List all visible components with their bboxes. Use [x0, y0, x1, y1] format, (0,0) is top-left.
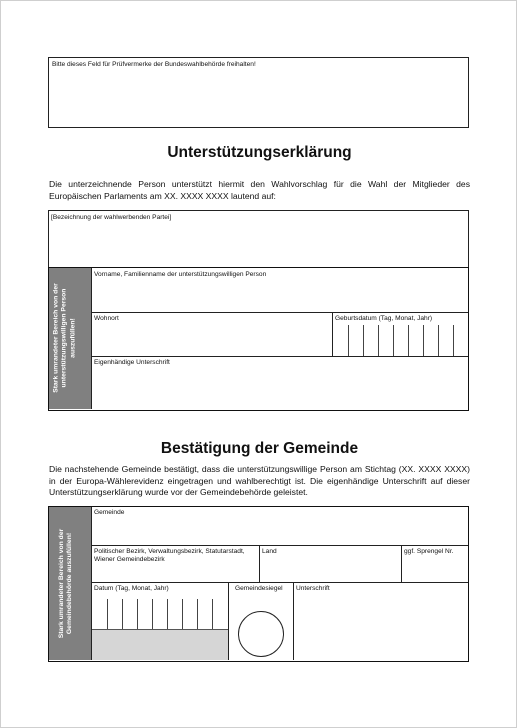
- date-digit-separator: [107, 599, 108, 629]
- precinct-field[interactable]: [402, 546, 467, 582]
- residence-field[interactable]: [92, 313, 332, 356]
- side-note-line: Stark umrandeter Bereich von der: [52, 283, 60, 393]
- date-digit-separator: [378, 325, 379, 356]
- birthdate-label: Geburtsdatum (Tag, Monat, Jahr): [335, 315, 433, 322]
- side-note-line: Gemeindebehörde auszufüllen!: [66, 532, 74, 635]
- supporter-signature-label: Eigenhändige Unterschrift: [94, 359, 170, 366]
- seal-label: Gemeindesiegel: [235, 585, 283, 592]
- supporter-side-note: [53, 268, 87, 409]
- date-digit-separator: [363, 325, 364, 356]
- district-label: Politischer Bezirk, Verwaltungsbezirk, Statutarstadt, Wiener Gemeindebezirk: [94, 548, 245, 563]
- residence-label: Wohnort: [94, 315, 119, 322]
- supporter-name-field[interactable]: [92, 268, 467, 312]
- date-digit-separator: [453, 325, 454, 356]
- date-digit-separator: [197, 599, 198, 629]
- state-field[interactable]: [260, 546, 401, 582]
- municipality-section: [48, 506, 469, 662]
- date-digit-separator: [438, 325, 439, 356]
- date-digit-separator: [212, 599, 213, 629]
- date-digit-separator: [408, 325, 409, 356]
- official-signature-field[interactable]: [294, 583, 467, 660]
- side-note-line: Stark umrandeter Bereich von der: [58, 528, 65, 639]
- seal-circle: [238, 611, 284, 657]
- supporter-signature-field[interactable]: [92, 357, 467, 409]
- official-review-note: Bitte dieses Feld für Prüfvermerke der Bundeswahlbehörde freihalten!: [52, 61, 256, 68]
- declaration-title: Unterstützungserklärung: [167, 144, 352, 161]
- date-digit-separator: [393, 325, 394, 356]
- seal-field[interactable]: [229, 583, 293, 660]
- birthdate-field[interactable]: [333, 313, 467, 356]
- supporter-side-bar: [49, 268, 91, 409]
- municipality-field[interactable]: [92, 507, 467, 545]
- date-digit-separator: [122, 599, 123, 629]
- party-field[interactable]: [48, 210, 469, 268]
- confirmation-date-field[interactable]: [92, 583, 228, 660]
- state-label: Land: [262, 548, 277, 555]
- official-signature-label: Unterschrift: [296, 585, 330, 592]
- confirmation-title: Bestätigung der Gemeinde: [160, 440, 359, 457]
- date-digit-separator: [167, 599, 168, 629]
- supporter-section: [48, 267, 469, 411]
- declaration-text: Die unterzeichnende Person unterstützt hiermit den Wahlvorschlag für die Wahl der Mitglieder des Europäischen Parlaments am XX. XXXX XXXX lautend auf:: [49, 179, 470, 201]
- official-review-box: [48, 57, 469, 128]
- date-digit-separator: [348, 325, 349, 356]
- side-note-line: auszufüllen!: [69, 318, 77, 358]
- municipality-label: Gemeinde: [94, 509, 125, 516]
- confirmation-text: Die nachstehende Gemeinde bestätigt, dass die unterstützungswillige Person am Stichtag (XX. XXXX XXXX) in der Europa-Wählerevidenz eingetragen und wahlberechtigt ist. Die eigenhändige Unterschrift auf dieser Unterstützungserklärung wurde vor der Gemeindebehörde geleistet.: [49, 464, 470, 497]
- supporter-name-label: Vorname, Familienname der unterstützungswilligen Person: [94, 271, 267, 278]
- date-digit-separator: [182, 599, 183, 629]
- municipality-side-bar: [49, 507, 91, 660]
- date-shaded-area: [92, 629, 228, 660]
- date-digit-separator: [137, 599, 138, 629]
- party-label: [Bezeichnung der wahlwerbenden Partei]: [51, 214, 172, 221]
- side-note-line: unterstützungswilligen Person: [60, 288, 68, 388]
- date-digit-separator: [152, 599, 153, 629]
- municipality-side-note: [58, 507, 83, 660]
- precinct-label: ggf. Sprengel Nr.: [404, 548, 454, 555]
- confirmation-date-label: Datum (Tag, Monat, Jahr): [94, 585, 169, 592]
- date-digit-separator: [423, 325, 424, 356]
- district-field[interactable]: [92, 546, 259, 582]
